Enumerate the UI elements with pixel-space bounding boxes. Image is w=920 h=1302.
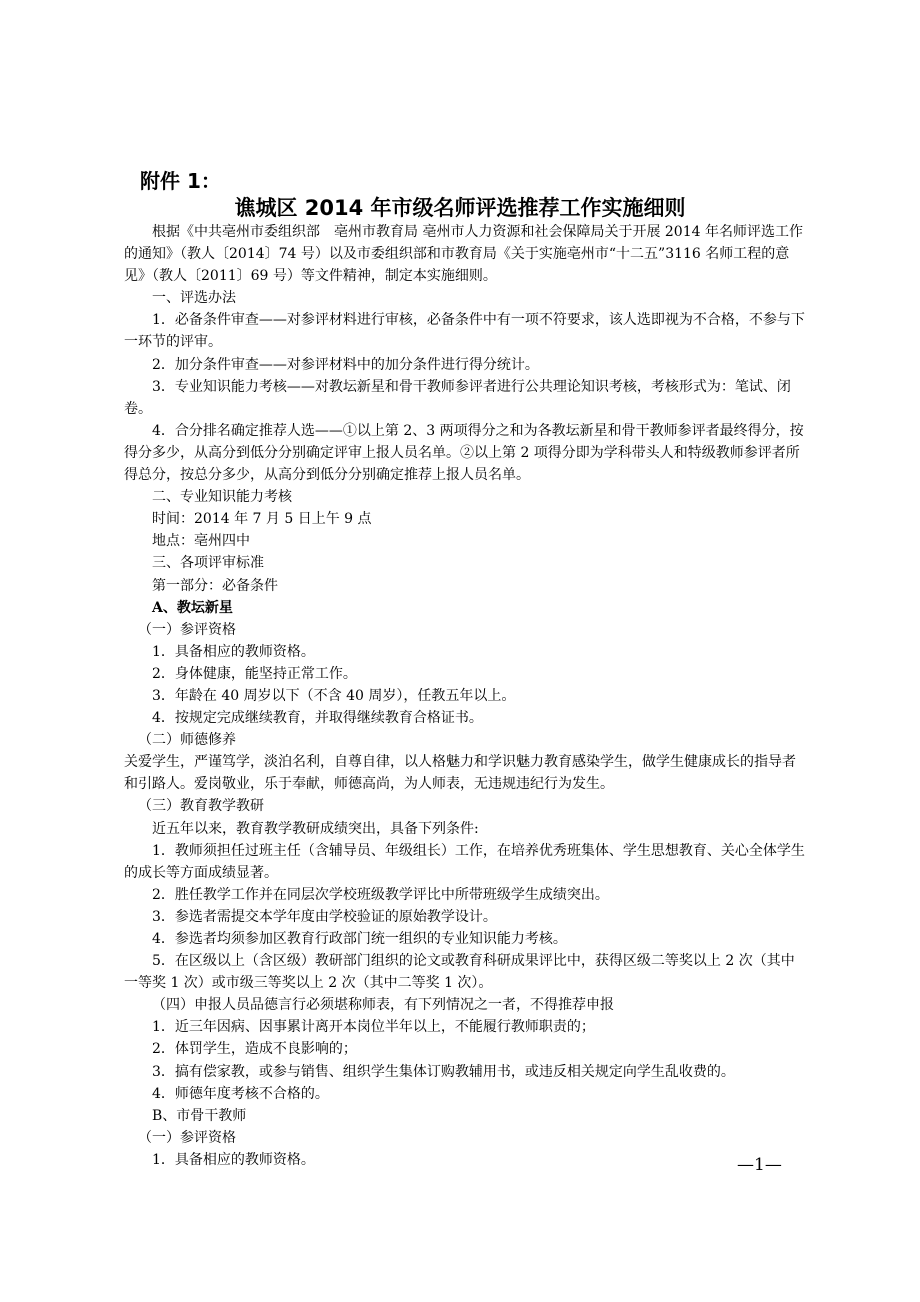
paragraph: （一）参评资格 xyxy=(138,621,236,638)
paragraph: 3．参选者需提交本学年度由学校验证的原始教学设计。 xyxy=(152,908,497,925)
paragraph: 3．年龄在 40 周岁以下（不含 40 周岁），任教五年以上。 xyxy=(152,687,516,704)
paragraph: 3．专业知识能力考核——对教坛新星和骨干教师参评者进行公共理论知识考核，考核形式为：笔试、闭卷。 xyxy=(124,378,791,417)
paragraph: 4．参选者均须参加区教育行政部门统一组织的专业知识能力考核。 xyxy=(152,931,567,947)
paragraph: 2．身体健康，能坚持正常工作。 xyxy=(152,665,357,682)
paragraph: 3．搞有偿家教，或参与销售、组织学生集体订购教辅用书，或违反相关规定向学生乱收费的。 xyxy=(152,1063,735,1080)
paragraph: （四）申报人员品德言行必须堪称师表，有下列情况之一者，不得推荐申报 xyxy=(152,997,614,1014)
paragraph: 一、评选办法 xyxy=(152,290,236,307)
attachment-label: 附件 1： xyxy=(140,169,221,193)
paragraph: 4．合分排名确定推荐人选——①以上第 2、3 两项得分之和为各教坛新星和骨干教师参评者最终得分，按得分多少，从高分到低分分别确定评审上报人员名单。②以上第 2 项得分即为学科带头人和特级教师参评者所得总分，按总分多少，从高分到低分分别确定推荐上报人员名单。 xyxy=(124,422,804,484)
paragraph: 1．具备相应的教师资格。 xyxy=(152,1151,315,1168)
paragraph: 时间：2014 年 7 月 5 日上午 9 点 xyxy=(152,511,372,528)
paragraph: 地点：亳州四中 xyxy=(152,533,250,550)
paragraph: 2．加分条件审查——对参评材料中的加分条件进行得分统计。 xyxy=(152,356,539,373)
document-body xyxy=(124,221,807,1171)
paragraph: 4．师德年度考核不合格的。 xyxy=(152,1085,329,1102)
paragraph: （一）参评资格 xyxy=(138,1129,236,1146)
paragraph: 关爱学生，严谨笃学，淡泊名利，自尊自律，以人格魅力和学识魅力教育感染学生，做学生健康成长的指导者和引路人。爱岗敬业，乐于奉献，师德高尚，为人师表，无违规违纪行为发生。 xyxy=(124,754,796,793)
paragraph: 1．具备相应的教师资格。 xyxy=(152,643,315,660)
paragraph: B、市骨干教师 xyxy=(152,1107,247,1124)
page-number: —1— xyxy=(737,1155,782,1175)
paragraph: 三、各项评审标准 xyxy=(152,555,264,572)
paragraph: 1．必备条件审查——对参评材料进行审核，必备条件中有一项不符要求，该人选即视为不合格，不参与下一环节的评审。 xyxy=(124,312,805,351)
paragraph: 根据《中共亳州市委组织部 亳州市教育局 亳州市人力资源和社会保障局关于开展 2014 年名师评选工作的通知》（教人〔2014〕74 号）以及市委组织部和市教育局《关于实施亳州市“十二五”3116 名师工程的意见》（教人〔2011〕69 号）等文件精神，制定本实施细则。 xyxy=(124,224,803,285)
paragraph: A、教坛新星 xyxy=(152,599,233,616)
paragraph: 4．按规定完成继续教育，并取得继续教育合格证书。 xyxy=(152,710,483,727)
paragraph: 近五年以来，教育教学教研成绩突出，具备下列条件: xyxy=(152,820,479,837)
paragraph: 2．体罚学生，造成不良影响的； xyxy=(152,1041,357,1058)
paragraph: 1．近三年因病、因事累计离开本岗位半年以上，不能履行教师职责的； xyxy=(152,1019,595,1036)
document-title: 谯城区 2014 年市级名师评选推荐工作实施细则 xyxy=(234,196,686,220)
paragraph: （二）师德修养 xyxy=(138,732,236,749)
paragraph: 第一部分：必备条件 xyxy=(152,577,278,594)
paragraph: 1．教师须担任过班主任（含辅导员、年级组长）工作，在培养优秀班集体、学生思想教育、关心全体学生的成长等方面成绩显著。 xyxy=(124,842,805,881)
paragraph: 2．胜任教学工作并在同层次学校班级教学评比中所带班级学生成绩突出。 xyxy=(152,886,609,903)
paragraph: （三）教育教学教研 xyxy=(138,798,264,815)
paragraph: 二、专业知识能力考核 xyxy=(152,489,292,506)
paragraph: 5．在区级以上（含区级）教研部门组织的论文或教育科研成果评比中，获得区级二等奖以上 2 次（其中一等奖 1 次）或市级三等奖以上 2 次（其中二等奖 1 次）。 xyxy=(124,953,795,992)
